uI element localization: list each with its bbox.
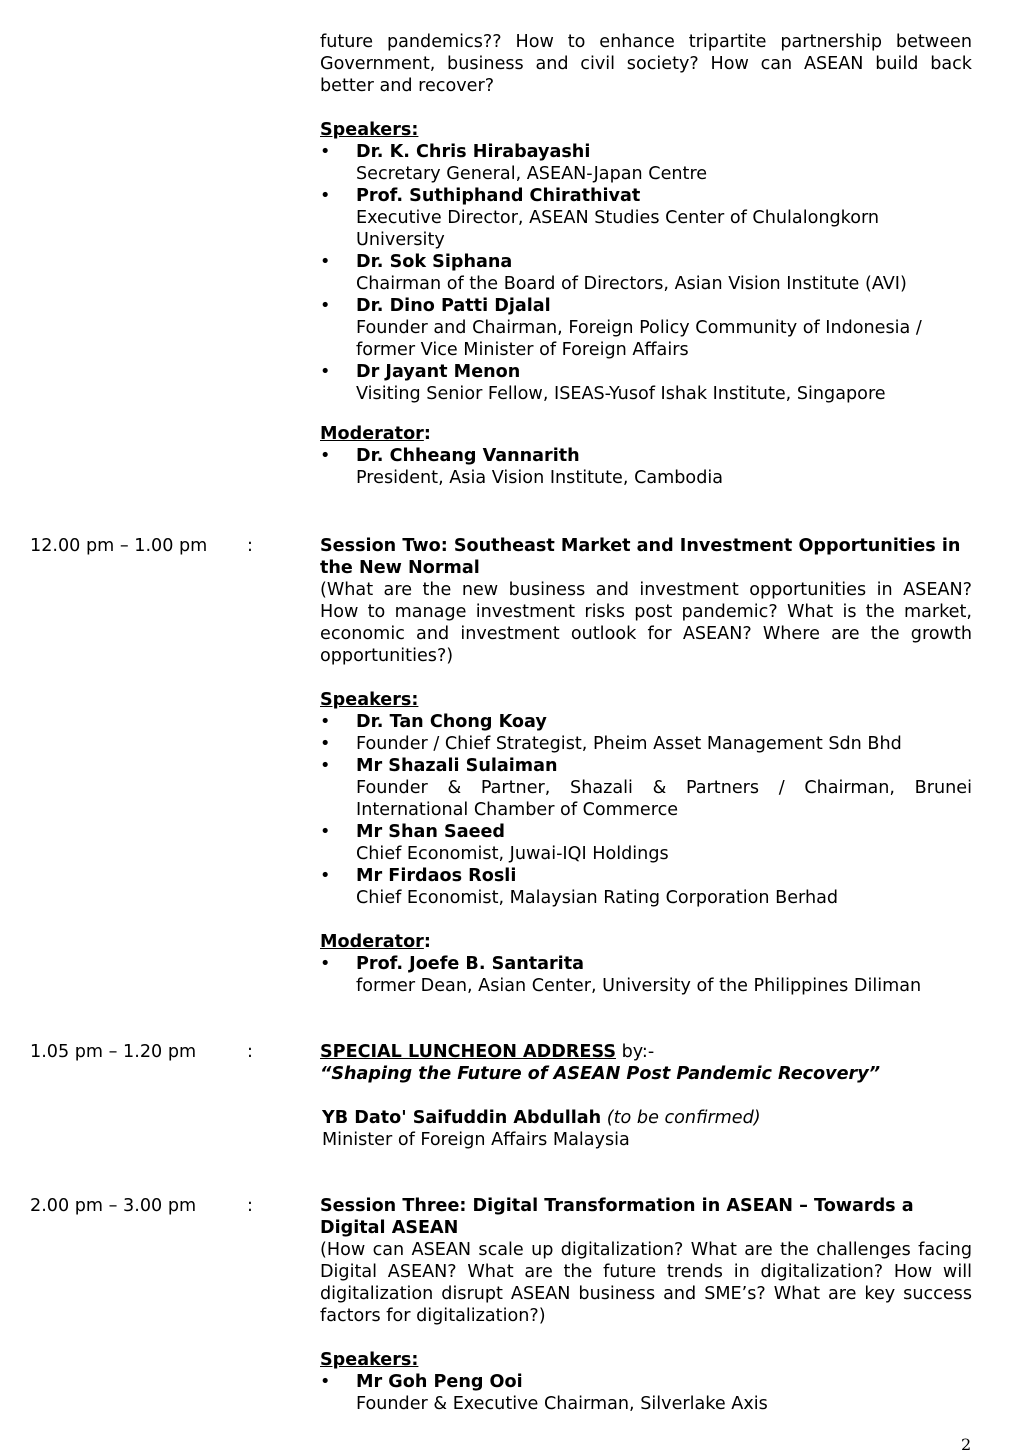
speaker-name: Prof. Suthiphand Chirathivat [356, 186, 641, 206]
luncheon-role: Minister of Foreign Affairs Malaysia [322, 1130, 630, 1150]
moderator-name: Prof. Joefe B. Santarita [356, 954, 584, 974]
speaker-name: Dr. Dino Patti Djalal [356, 296, 551, 316]
luncheon-speaker-line [320, 1107, 972, 1129]
moderator-heading: Moderator: [320, 424, 431, 444]
speaker-name: Dr. Sok Siphana [356, 252, 513, 272]
moderator-heading: Moderator: [320, 932, 431, 952]
luncheon-heading: SPECIAL LUNCHEON ADDRESS [320, 1042, 616, 1062]
speaker-item: • Mr Firdaos Rosli Chief Economist, Malaysian Rating Corporation Berhad [320, 865, 972, 909]
speaker-title: Executive Director, ASEAN Studies Center of Chulalongkorn University [356, 208, 880, 250]
luncheon-note: (to be confirmed) [606, 1108, 761, 1128]
speaker-item: • Mr Shan Saeed Chief Economist, Juwai-IQI Holdings [320, 821, 972, 865]
session-one-block [320, 31, 972, 489]
moderator-item: • Prof. Joefe B. Santarita former Dean, Asian Center, University of the Philippines Diliman [320, 953, 972, 997]
moderator-name: Dr. Chheang Vannarith [356, 446, 580, 466]
speaker-name: Mr Shan Saeed [356, 822, 506, 842]
speaker-name: Dr Jayant Menon [356, 362, 521, 382]
session-description: (How can ASEAN scale up digitalization? What are the challenges facing Digital ASEAN? What are the future trends in digitalization? How will digitalization disrupt ASEAN business and SME’s? What are key success factors for digitalization?) [320, 1240, 972, 1326]
session-description: (What are the new business and investment opportunities in ASEAN? How to manage investment risks post pandemic? What is the market, economic and investment outlook for ASEAN? Where are the growth opportunities?) [320, 580, 972, 666]
luncheon-block [320, 1041, 972, 1151]
speaker-title: Founder and Chairman, Foreign Policy Community of Indonesia / former Vice Minister of Foreign Affairs [356, 318, 922, 360]
speaker-title: Secretary General, ASEAN-Japan Centre [356, 164, 708, 184]
speaker-title: Visiting Senior Fellow, ISEAS-Yusof Ishak Institute, Singapore [356, 384, 886, 404]
session-title: Session Two: Southeast Market and Investment Opportunities in the New Normal [320, 536, 961, 578]
session-two-speakers [320, 711, 972, 909]
speaker-title: Founder & Executive Chairman, Silverlake Axis [356, 1394, 768, 1414]
speaker-item: • Mr Shazali Sulaiman Founder & Partner, Shazali & Partners / Chairman, Brunei International Chamber of Commerce [320, 756, 972, 820]
speaker-name: Mr Goh Peng Ooi [356, 1372, 523, 1392]
session-three-block [320, 1195, 972, 1415]
speaker-title: Chief Economist, Malaysian Rating Corporation Berhad [356, 888, 839, 908]
speaker-name: Dr. Tan Chong Koay [356, 712, 547, 732]
speaker-item: • Dr. K. Chris Hirabayashi Secretary General, ASEAN-Japan Centre [320, 141, 972, 185]
speakers-heading: Speakers: [320, 1350, 419, 1370]
moderator-title: President, Asia Vision Institute, Cambodia [356, 468, 724, 488]
intro-text: future pandemics?? How to enhance tripartite partnership between Government, business and civil society? How can ASEAN build back better and recover? [320, 32, 972, 96]
speaker-title: Founder / Chief Strategist, Pheim Asset Management Sdn Bhd [356, 734, 902, 754]
session-three-speakers [320, 1371, 972, 1415]
speaker-name: Mr Shazali Sulaiman [356, 756, 558, 776]
speaker-item: • Dr. Sok Siphana Chairman of the Board of Directors, Asian Vision Institute (AVI) [320, 251, 972, 295]
speaker-title: Chairman of the Board of Directors, Asian Vision Institute (AVI) [356, 274, 907, 294]
speaker-item: • Dr Jayant Menon Visiting Senior Fellow, ISEAS-Yusof Ishak Institute, Singapore [320, 361, 972, 405]
speaker-name: Dr. K. Chris Hirabayashi [356, 142, 591, 162]
page-number: 2 [961, 1435, 972, 1454]
session-title: Session Three: Digital Transformation in ASEAN – Towards a Digital ASEAN [320, 1196, 914, 1238]
moderator-title: former Dean, Asian Center, University of the Philippines Diliman [356, 976, 922, 996]
speaker-name: Mr Firdaos Rosli [356, 866, 517, 886]
time-separator: : [247, 1042, 253, 1062]
speakers-heading: Speakers: [320, 120, 419, 140]
speakers-heading: Speakers: [320, 690, 419, 710]
session-three-time: 2.00 pm – 3.00 pm [30, 1196, 197, 1216]
luncheon-speaker: YB Dato' Saifuddin Abdullah [322, 1108, 602, 1128]
speaker-item: • Founder / Chief Strategist, Pheim Asset Management Sdn Bhd [320, 733, 972, 755]
time-separator: : [247, 1196, 253, 1216]
session-two-block [320, 535, 972, 997]
speaker-item: • Dr. Dino Patti Djalal Founder and Chairman, Foreign Policy Community of Indonesia / former Vice Minister of Foreign Affairs [320, 295, 972, 361]
moderator-item: • Dr. Chheang Vannarith President, Asia Vision Institute, Cambodia [320, 445, 972, 489]
session-two-time: 12.00 pm – 1.00 pm [30, 536, 208, 556]
session-two-moderator [320, 953, 972, 997]
luncheon-heading-line [320, 1041, 972, 1063]
time-separator: : [247, 536, 253, 556]
luncheon-time: 1.05 pm – 1.20 pm [30, 1042, 197, 1062]
speaker-title: Chief Economist, Juwai-IQI Holdings [356, 844, 669, 864]
luncheon-quote: “Shaping the Future of ASEAN Post Pandemic Recovery” [320, 1064, 881, 1084]
speaker-item: • Dr. Tan Chong Koay [320, 711, 972, 733]
speaker-item: • Mr Goh Peng Ooi Founder & Executive Chairman, Silverlake Axis [320, 1371, 972, 1415]
speaker-title: Founder & Partner, Shazali & Partners / Chairman, Brunei International Chamber of Commerce [356, 778, 972, 820]
by-label: by:- [621, 1042, 655, 1062]
speaker-item: • Prof. Suthiphand Chirathivat Executive Director, ASEAN Studies Center of Chulalongkorn University [320, 185, 972, 251]
session-one-speakers [320, 141, 972, 405]
session-one-moderator [320, 445, 972, 489]
